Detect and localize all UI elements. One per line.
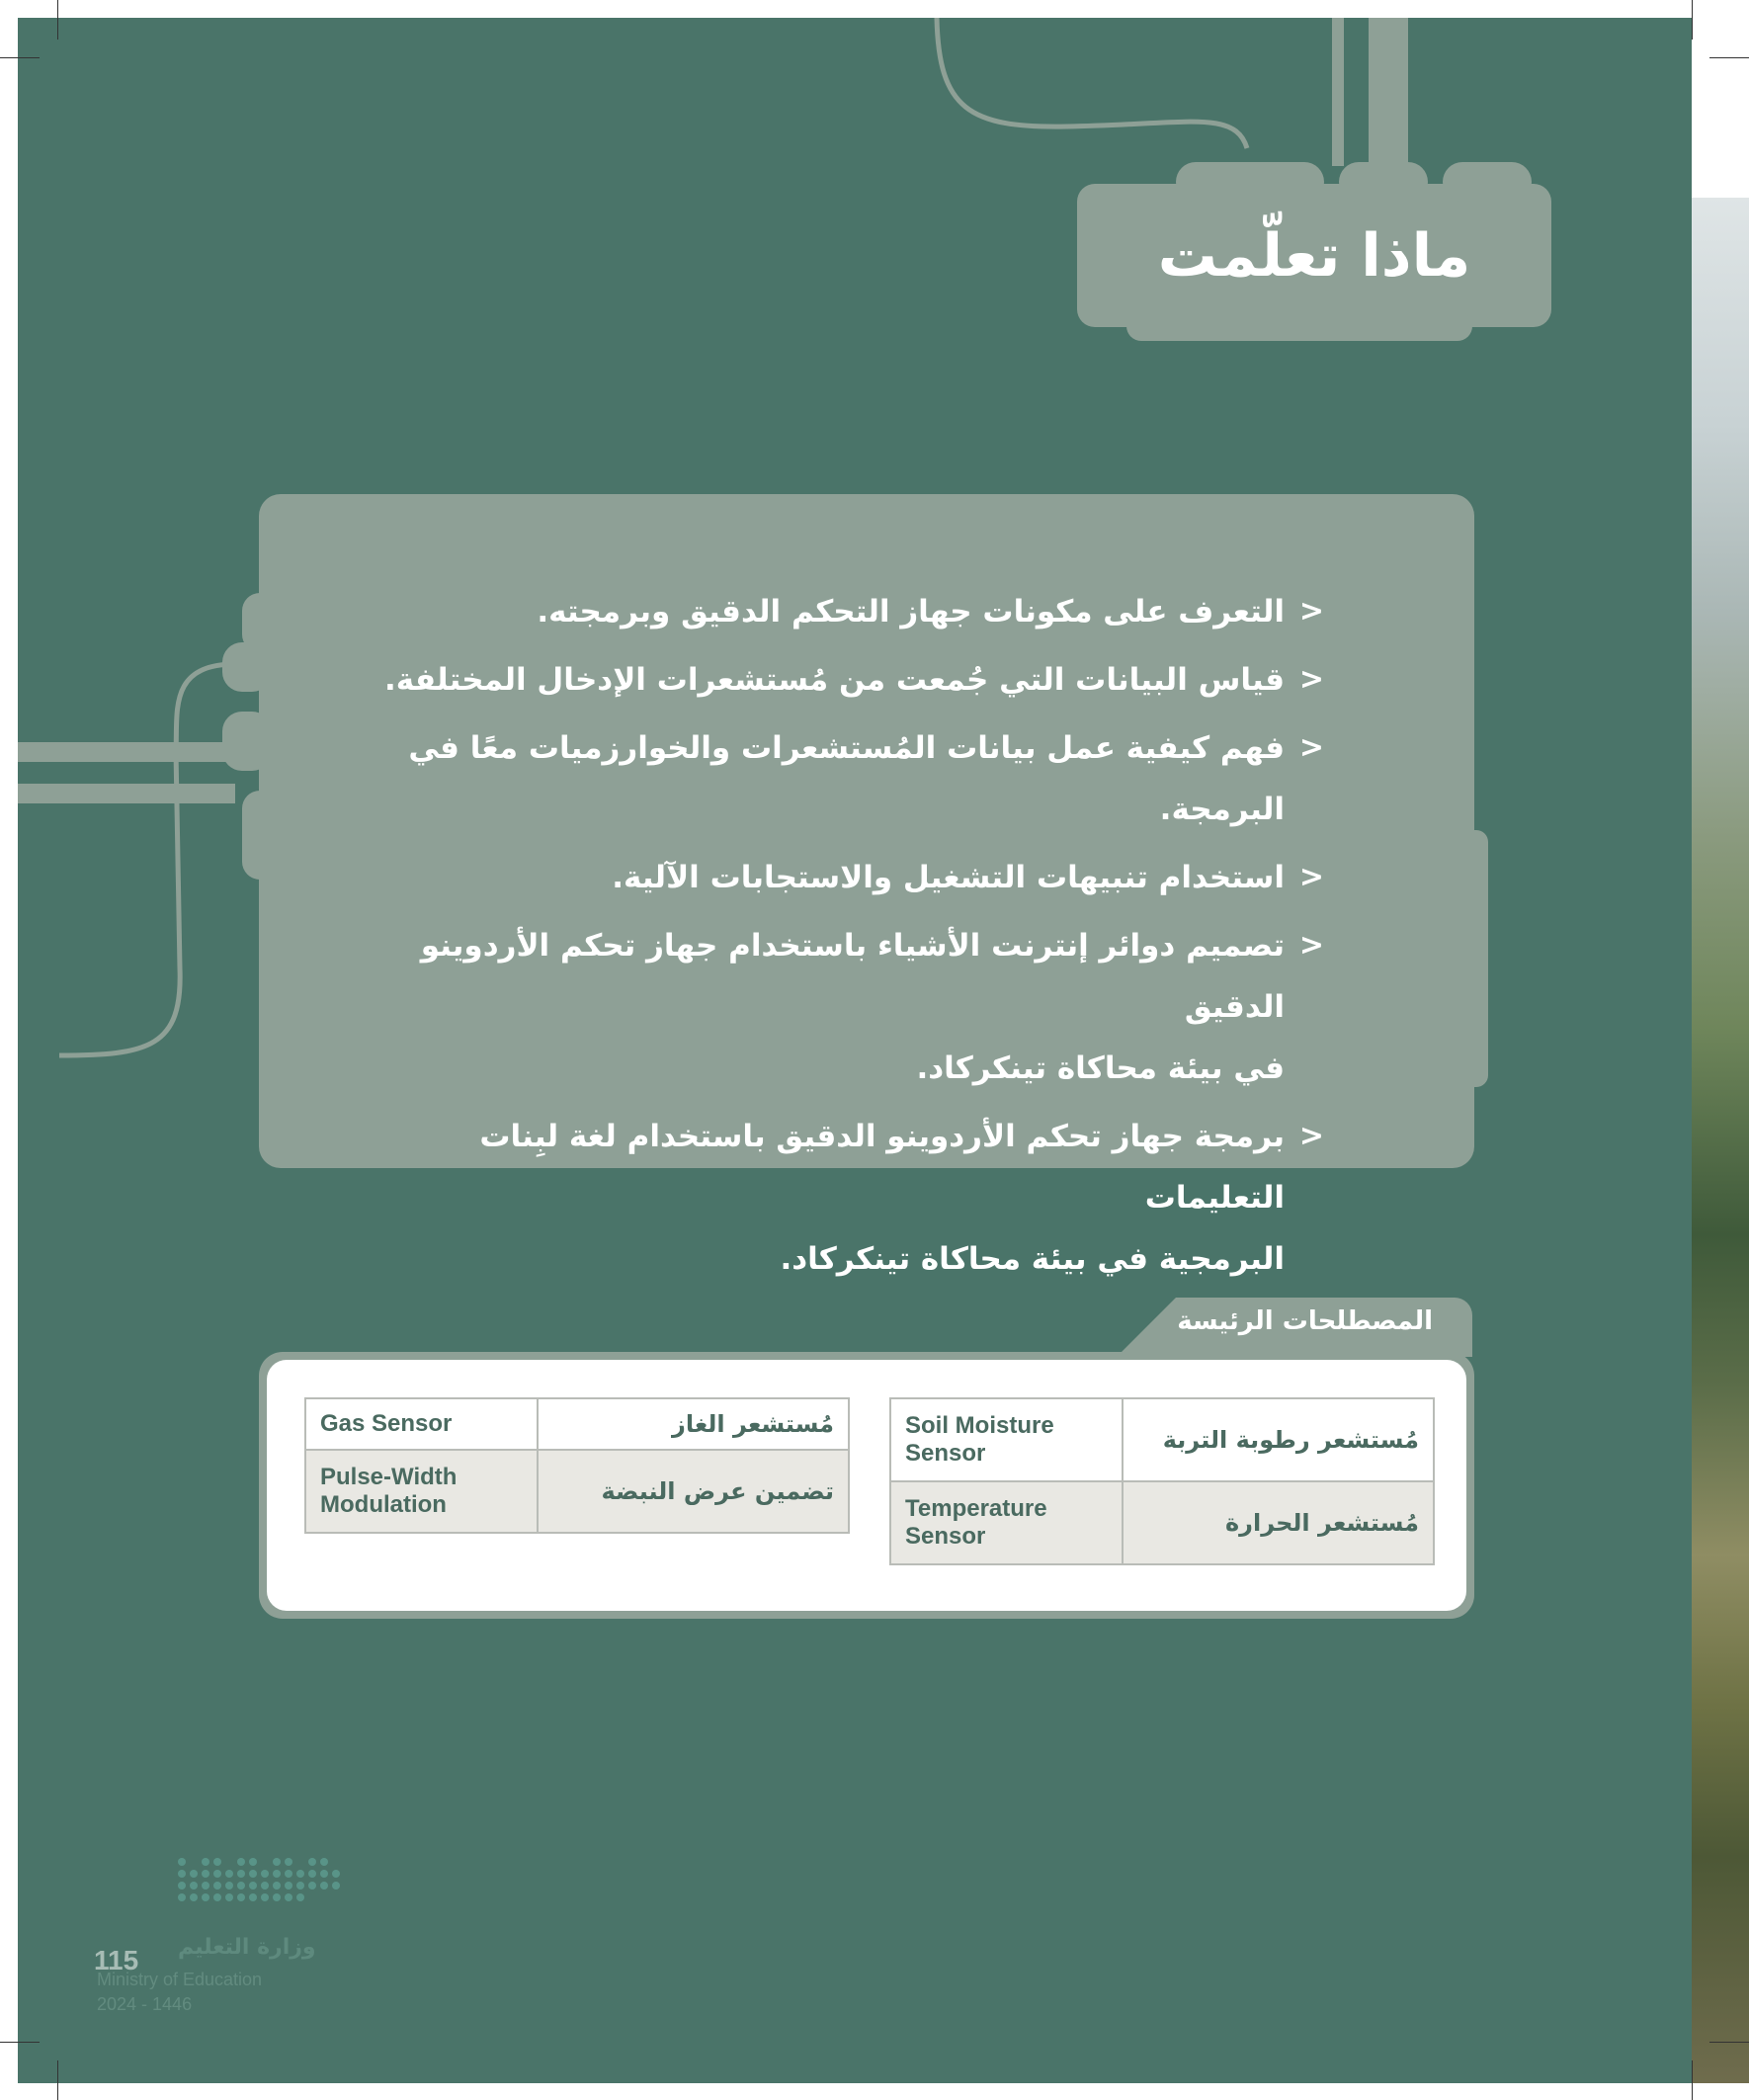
logo-dot bbox=[249, 1858, 257, 1866]
objective-text-cont: البرمجية في بيئة محاكاة تينكركاد. bbox=[780, 1241, 1285, 1277]
objective-text: فهم كيفية عمل بيانات المُستشعرات والخوارزميات معًا في البرمجة. bbox=[408, 730, 1285, 827]
chevron-icon: < bbox=[1298, 860, 1324, 894]
page-number: 115 bbox=[94, 1945, 139, 1975]
logo-dot bbox=[249, 1893, 257, 1901]
objective-item bbox=[336, 1106, 1324, 1290]
term-en: Pulse-Width Modulation bbox=[305, 1450, 538, 1533]
logo-dot bbox=[213, 1882, 221, 1890]
table-row bbox=[890, 1398, 1434, 1481]
logo-dot bbox=[296, 1870, 304, 1878]
logo-english-text: Ministry of Education bbox=[97, 1970, 263, 1989]
logo-dot bbox=[308, 1870, 316, 1878]
terms-table-left bbox=[304, 1397, 850, 1534]
logo-dot bbox=[190, 1870, 198, 1878]
title-banner-bump bbox=[1443, 162, 1532, 202]
objective-text: برمجة جهاز تحكم الأردوينو الدقيق باستخدام لغة لبِنات التعليمات bbox=[479, 1119, 1285, 1216]
objective-text: قياس البيانات التي جُمعت من مُستشعرات الإدخال المختلفة. bbox=[384, 662, 1285, 698]
chevron-icon: < bbox=[1298, 1119, 1324, 1153]
logo-dot bbox=[178, 1858, 186, 1866]
title-banner bbox=[1077, 184, 1551, 327]
logo-dot bbox=[202, 1870, 209, 1878]
logo-dot bbox=[249, 1870, 257, 1878]
objectives-list bbox=[336, 581, 1324, 1297]
logo-dot bbox=[202, 1858, 209, 1866]
logo-dot bbox=[261, 1882, 269, 1890]
term-ar: تضمين عرض النبضة bbox=[538, 1450, 849, 1533]
title-banner-bump bbox=[1339, 162, 1428, 202]
logo-dot bbox=[296, 1893, 304, 1901]
objective-item bbox=[336, 581, 1324, 642]
logo-dot bbox=[190, 1893, 198, 1901]
logo-dot bbox=[202, 1893, 209, 1901]
logo-dot bbox=[237, 1893, 245, 1901]
logo-dot bbox=[285, 1882, 292, 1890]
logo-dot bbox=[320, 1870, 328, 1878]
logo-dot bbox=[308, 1858, 316, 1866]
logo-arabic-text: وزارة التعليم bbox=[178, 1935, 316, 1960]
term-ar: مُستشعر الغاز bbox=[538, 1398, 849, 1450]
logo-dot bbox=[273, 1870, 281, 1878]
logo-dot bbox=[261, 1893, 269, 1901]
logo-dot bbox=[320, 1858, 328, 1866]
objective-text: استخدام تنبيهات التشغيل والاستجابات الآلية. bbox=[612, 860, 1285, 895]
title-banner-bump bbox=[1126, 311, 1472, 341]
table-row bbox=[305, 1450, 849, 1533]
logo-dot bbox=[273, 1858, 281, 1866]
term-en: Gas Sensor bbox=[305, 1398, 538, 1450]
terms-table-right bbox=[889, 1397, 1435, 1565]
logo-dot bbox=[273, 1893, 281, 1901]
logo-year-text: 2024 - 1446 bbox=[97, 1994, 193, 2014]
logo-dot bbox=[273, 1882, 281, 1890]
logo-dot bbox=[225, 1870, 233, 1878]
objective-text: تصميم دوائر إنترنت الأشياء باستخدام جهاز تحكم الأردوينو الدقيق bbox=[420, 928, 1285, 1025]
key-terms-heading: المصطلحات الرئيسة bbox=[1177, 1306, 1433, 1336]
objective-item bbox=[336, 649, 1324, 711]
logo-dot bbox=[213, 1858, 221, 1866]
logo-dot bbox=[332, 1882, 340, 1890]
logo-dot bbox=[237, 1882, 245, 1890]
logo-dot bbox=[320, 1882, 328, 1890]
chevron-icon: < bbox=[1298, 928, 1324, 963]
chevron-icon: < bbox=[1298, 662, 1324, 697]
objective-text-cont: في بيئة محاكاة تينكركاد. bbox=[916, 1050, 1285, 1086]
term-en: Soil Moisture Sensor bbox=[890, 1398, 1123, 1481]
logo-dot bbox=[308, 1882, 316, 1890]
logo-dot bbox=[213, 1870, 221, 1878]
chevron-icon: < bbox=[1298, 594, 1324, 629]
table-row bbox=[305, 1398, 849, 1450]
logo-dot bbox=[202, 1882, 209, 1890]
objective-text: التعرف على مكونات جهاز التحكم الدقيق وبرمجته. bbox=[537, 594, 1285, 630]
title-banner-bump bbox=[1176, 162, 1324, 202]
logo-dot bbox=[285, 1858, 292, 1866]
logo-dot bbox=[285, 1870, 292, 1878]
logo-dot bbox=[213, 1893, 221, 1901]
term-ar: مُستشعر الحرارة bbox=[1123, 1481, 1434, 1564]
logo-dot bbox=[190, 1882, 198, 1890]
term-ar: مُستشعر رطوبة التربة bbox=[1123, 1398, 1434, 1481]
objective-item bbox=[336, 915, 1324, 1099]
logo-dot bbox=[178, 1893, 186, 1901]
logo-dot bbox=[296, 1882, 304, 1890]
logo-dot bbox=[237, 1870, 245, 1878]
chevron-icon: < bbox=[1298, 730, 1324, 765]
logo-dot bbox=[178, 1882, 186, 1890]
term-en: Temperature Sensor bbox=[890, 1481, 1123, 1564]
table-row bbox=[890, 1481, 1434, 1564]
page-title: ماذا تعلّمت bbox=[1157, 220, 1471, 291]
logo-dot bbox=[285, 1893, 292, 1901]
logo-dot bbox=[225, 1882, 233, 1890]
logo-dot bbox=[249, 1882, 257, 1890]
objective-item bbox=[336, 717, 1324, 840]
logo-dot bbox=[261, 1870, 269, 1878]
logo-dot bbox=[237, 1858, 245, 1866]
logo-dot bbox=[332, 1870, 340, 1878]
objective-item bbox=[336, 847, 1324, 908]
logo-dot bbox=[225, 1893, 233, 1901]
logo-dot bbox=[178, 1870, 186, 1878]
